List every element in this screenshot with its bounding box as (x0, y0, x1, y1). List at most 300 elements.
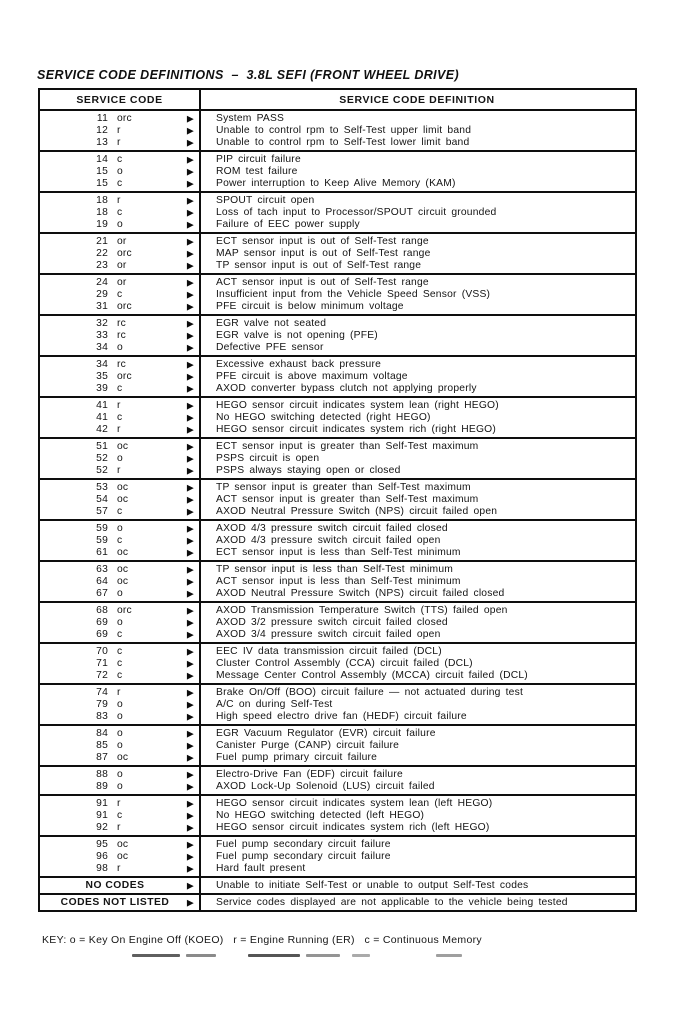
table-row (40, 535, 635, 547)
service-code-cell (40, 178, 201, 190)
table-row (40, 441, 635, 453)
service-code-mode: c (117, 657, 123, 669)
service-code-cell (40, 277, 201, 289)
code-group (40, 480, 635, 521)
service-code-number: 35 (96, 370, 108, 382)
service-code-cell (40, 728, 201, 740)
table-row (40, 617, 635, 629)
arrow-right-icon: ▶ (186, 821, 194, 832)
service-code-mode: orc (117, 112, 132, 124)
service-code-number: 19 (96, 218, 108, 230)
service-code-number: 63 (96, 563, 108, 575)
service-code-number: 54 (96, 493, 108, 505)
service-code-cell (40, 424, 201, 436)
service-code-cell (40, 453, 201, 465)
code-definition: AXOD Neutral Pressure Switch (NPS) circuit failed open (216, 505, 498, 517)
service-code-cell (40, 195, 201, 207)
table-row (40, 342, 635, 354)
table-row (40, 359, 635, 371)
service-code-number: 92 (96, 821, 108, 833)
arrow-right-icon: ▶ (186, 768, 194, 779)
table-row (40, 260, 635, 272)
table-row (40, 494, 635, 506)
service-code-mode: oc (117, 751, 129, 763)
table-row (40, 400, 635, 412)
service-code-cell (40, 482, 201, 494)
arrow-right-icon: ▶ (186, 153, 194, 164)
code-definition: MAP sensor input is out of Self-Test range (216, 247, 431, 259)
code-group (40, 685, 635, 726)
service-code-mode: r (117, 194, 121, 206)
arrow-right-icon: ▶ (186, 493, 194, 504)
service-code-cell (40, 822, 201, 834)
table-row (40, 113, 635, 125)
code-definition: No HEGO switching detected (right HEGO) (216, 411, 431, 423)
service-code-cell (40, 547, 201, 559)
service-code-mode: o (117, 341, 123, 353)
service-code-number: 91 (96, 809, 108, 821)
table-row (40, 897, 635, 909)
service-code-cell (40, 494, 201, 506)
table-row (40, 318, 635, 330)
code-definition: Service codes displayed are not applicable to the vehicle being tested (216, 896, 568, 908)
table-row (40, 863, 635, 875)
service-code-number: 15 (96, 165, 108, 177)
service-code-mode: or (117, 276, 127, 288)
table-row (40, 810, 635, 822)
service-code-mode: o (117, 218, 123, 230)
service-code-cell (40, 371, 201, 383)
service-code-cell (40, 236, 201, 248)
service-code-number: 67 (96, 587, 108, 599)
service-code-number: 68 (96, 604, 108, 616)
arrow-right-icon: ▶ (186, 481, 194, 492)
table-row (40, 699, 635, 711)
service-code-cell (40, 658, 201, 670)
service-code-mode: r (117, 399, 121, 411)
code-definition: Canister Purge (CANP) circuit failure (216, 739, 400, 751)
arrow-right-icon: ▶ (186, 247, 194, 258)
service-code-cell (40, 506, 201, 518)
service-code-mode: oc (117, 850, 129, 862)
service-code-cell (40, 752, 201, 764)
code-definition: Fuel pump secondary circuit failure (216, 850, 391, 862)
service-code-cell (40, 851, 201, 863)
service-code-number: 57 (96, 505, 108, 517)
code-definition: Hard fault present (216, 862, 306, 874)
service-code-mode: o (117, 616, 123, 628)
table-row (40, 658, 635, 670)
service-code-mode: r (117, 821, 121, 833)
code-definition: HEGO sensor circuit indicates system lean (left HEGO) (216, 797, 493, 809)
arrow-right-icon: ▶ (186, 259, 194, 270)
service-code-cell (40, 810, 201, 822)
service-code-number: 69 (96, 616, 108, 628)
service-code-cell (40, 260, 201, 272)
code-definition: AXOD 3/4 pressure switch circuit failed open (216, 628, 441, 640)
service-code-mode: rc (117, 317, 126, 329)
column-header-service-code: SERVICE CODE (76, 93, 163, 106)
code-definition: PIP circuit failure (216, 153, 301, 165)
service-code-mode: r (117, 862, 121, 874)
code-definition: Unable to initiate Self-Test or unable to output Self-Test codes (216, 879, 529, 891)
code-definition: AXOD 4/3 pressure switch circuit failed closed (216, 522, 448, 534)
arrow-right-icon: ▶ (186, 710, 194, 721)
code-definition: ACT sensor input is less than Self-Test minimum (216, 575, 461, 587)
code-group (40, 837, 635, 878)
service-code-mode: orc (117, 300, 132, 312)
service-code-mode: orc (117, 604, 132, 616)
arrow-right-icon: ▶ (186, 686, 194, 697)
arrow-right-icon: ▶ (186, 235, 194, 246)
code-definition: HEGO sensor circuit indicates system rich (right HEGO) (216, 423, 496, 435)
column-divider (199, 90, 201, 910)
code-definition: TP sensor input is less than Self-Test minimum (216, 563, 454, 575)
service-code-cell (40, 670, 201, 682)
service-code-number: 29 (96, 288, 108, 300)
service-code-number: 74 (96, 686, 108, 698)
code-definition: EGR Vacuum Regulator (EVR) circuit failure (216, 727, 436, 739)
table-row (40, 412, 635, 424)
service-code-mode: orc (117, 247, 132, 259)
table-row (40, 219, 635, 231)
code-definition: System PASS (216, 112, 285, 124)
table-body (40, 111, 635, 910)
service-code-mode: c (117, 669, 123, 681)
arrow-right-icon: ▶ (186, 546, 194, 557)
table-row (40, 248, 635, 260)
service-code-number: 33 (96, 329, 108, 341)
service-code-number: 42 (96, 423, 108, 435)
arrow-right-icon: ▶ (186, 563, 194, 574)
service-code-cell (40, 564, 201, 576)
service-code-cell (40, 289, 201, 301)
service-code-cell (40, 318, 201, 330)
arrow-right-icon: ▶ (186, 452, 194, 463)
service-code-number: 91 (96, 797, 108, 809)
code-definition: Excessive exhaust back pressure (216, 358, 382, 370)
arrow-right-icon: ▶ (186, 879, 194, 890)
arrow-right-icon: ▶ (186, 698, 194, 709)
code-definition: High speed electro drive fan (HEDF) circuit failure (216, 710, 467, 722)
arrow-right-icon: ▶ (186, 300, 194, 311)
service-code-number: 53 (96, 481, 108, 493)
code-group (40, 152, 635, 193)
service-code-label: CODES NOT LISTED (60, 896, 170, 908)
service-code-cell (40, 359, 201, 371)
service-code-number: 51 (96, 440, 108, 452)
service-code-number: 52 (96, 452, 108, 464)
code-definition: AXOD Transmission Temperature Switch (TTS) failed open (216, 604, 508, 616)
service-code-number: 41 (96, 399, 108, 411)
scan-artifact (0, 953, 682, 957)
code-definition: Cluster Control Assembly (CCA) circuit failed (DCL) (216, 657, 473, 669)
table-row (40, 822, 635, 834)
service-code-mode: c (117, 288, 123, 300)
table-row (40, 383, 635, 395)
service-code-cell (40, 699, 201, 711)
table-row (40, 646, 635, 658)
service-code-number: 32 (96, 317, 108, 329)
code-definition: EGR valve is not opening (PFE) (216, 329, 378, 341)
arrow-right-icon: ▶ (186, 838, 194, 849)
service-code-number: 31 (96, 300, 108, 312)
arrow-right-icon: ▶ (186, 862, 194, 873)
arrow-right-icon: ▶ (186, 896, 194, 907)
service-code-cell (40, 154, 201, 166)
table-row (40, 629, 635, 641)
arrow-right-icon: ▶ (186, 218, 194, 229)
service-code-cell (40, 113, 201, 125)
service-code-mode: oc (117, 575, 129, 587)
service-code-mode: o (117, 710, 123, 722)
code-definition: ECT sensor input is out of Self-Test range (216, 235, 429, 247)
service-code-cell (40, 629, 201, 641)
service-code-number: 14 (96, 153, 108, 165)
table-row (40, 125, 635, 137)
code-group (40, 562, 635, 603)
arrow-right-icon: ▶ (186, 317, 194, 328)
arrow-right-icon: ▶ (186, 112, 194, 123)
arrow-right-icon: ▶ (186, 534, 194, 545)
code-group (40, 767, 635, 796)
key-legend: KEY: o = Key On Engine Off (KOEO) r = Engine Running (ER) c = Continuous Memory (42, 934, 482, 946)
service-code-cell (40, 137, 201, 149)
table-row (40, 424, 635, 436)
service-code-cell (40, 207, 201, 219)
code-group (40, 878, 635, 895)
service-code-mode: or (117, 235, 127, 247)
service-code-number: 59 (96, 522, 108, 534)
service-code-number: 34 (96, 358, 108, 370)
code-definition: Insufficient input from the Vehicle Speed Sensor (VSS) (216, 288, 491, 300)
service-code-number: 52 (96, 464, 108, 476)
service-code-number: 21 (96, 235, 108, 247)
code-group (40, 644, 635, 685)
code-definition: Electro-Drive Fan (EDF) circuit failure (216, 768, 403, 780)
service-code-number: 13 (96, 136, 108, 148)
arrow-right-icon: ▶ (186, 669, 194, 680)
code-group (40, 357, 635, 398)
table-row (40, 752, 635, 764)
code-group (40, 193, 635, 234)
service-code-number: 18 (96, 194, 108, 206)
service-code-cell (40, 301, 201, 313)
code-definition: PSPS always staying open or closed (216, 464, 401, 476)
code-definition: Fuel pump primary circuit failure (216, 751, 378, 763)
table-row (40, 670, 635, 682)
code-group (40, 796, 635, 837)
service-code-number: 64 (96, 575, 108, 587)
arrow-right-icon: ▶ (186, 628, 194, 639)
code-definition: Loss of tach input to Processor/SPOUT circuit grounded (216, 206, 497, 218)
service-code-mode: o (117, 768, 123, 780)
arrow-right-icon: ▶ (186, 194, 194, 205)
arrow-right-icon: ▶ (186, 276, 194, 287)
service-code-cell (40, 711, 201, 723)
code-definition: AXOD Neutral Pressure Switch (NPS) circuit failed closed (216, 587, 505, 599)
table-row (40, 711, 635, 723)
table-row (40, 564, 635, 576)
service-code-cell (40, 839, 201, 851)
code-group (40, 603, 635, 644)
code-definition: Failure of EEC power supply (216, 218, 360, 230)
table-row (40, 798, 635, 810)
code-definition: PFE circuit is above maximum voltage (216, 370, 408, 382)
code-definition: ACT sensor input is greater than Self-Test maximum (216, 493, 479, 505)
table-row (40, 728, 635, 740)
code-definition: ECT sensor input is less than Self-Test minimum (216, 546, 461, 558)
service-code-cell (40, 588, 201, 600)
service-code-number: 71 (96, 657, 108, 669)
service-code-number: 95 (96, 838, 108, 850)
code-definition: HEGO sensor circuit indicates system lean (right HEGO) (216, 399, 499, 411)
arrow-right-icon: ▶ (186, 604, 194, 615)
table-row (40, 289, 635, 301)
code-group (40, 895, 635, 910)
service-code-cell (40, 897, 201, 909)
code-group (40, 111, 635, 152)
table-row (40, 371, 635, 383)
service-code-cell (40, 740, 201, 752)
table-row (40, 880, 635, 892)
code-definition: Defective PFE sensor (216, 341, 324, 353)
service-code-mode: c (117, 534, 123, 546)
table-row (40, 687, 635, 699)
arrow-right-icon: ▶ (186, 423, 194, 434)
table-row (40, 851, 635, 863)
table-row (40, 839, 635, 851)
service-code-mode: rc (117, 358, 126, 370)
arrow-right-icon: ▶ (186, 358, 194, 369)
service-code-number: 12 (96, 124, 108, 136)
arrow-right-icon: ▶ (186, 657, 194, 668)
service-code-mode: oc (117, 481, 129, 493)
service-code-cell (40, 412, 201, 424)
table-row (40, 137, 635, 149)
column-header-definition: SERVICE CODE DEFINITION (339, 93, 495, 106)
table-header-row (40, 90, 635, 111)
service-code-number: 24 (96, 276, 108, 288)
service-code-mode: oc (117, 493, 129, 505)
arrow-right-icon: ▶ (186, 399, 194, 410)
service-code-mode: rc (117, 329, 126, 341)
table-row (40, 605, 635, 617)
code-definition: ECT sensor input is greater than Self-Test maximum (216, 440, 479, 452)
code-group (40, 398, 635, 439)
arrow-right-icon: ▶ (186, 370, 194, 381)
service-code-number: 88 (96, 768, 108, 780)
service-code-number: 39 (96, 382, 108, 394)
service-code-cell (40, 605, 201, 617)
table-row (40, 178, 635, 190)
code-group (40, 234, 635, 275)
table-row (40, 277, 635, 289)
service-code-number: 89 (96, 780, 108, 792)
arrow-right-icon: ▶ (186, 727, 194, 738)
service-code-number: 69 (96, 628, 108, 640)
arrow-right-icon: ▶ (186, 464, 194, 475)
arrow-right-icon: ▶ (186, 616, 194, 627)
service-code-cell (40, 441, 201, 453)
arrow-right-icon: ▶ (186, 329, 194, 340)
table-row (40, 740, 635, 752)
code-definition: AXOD Lock-Up Solenoid (LUS) circuit failed (216, 780, 435, 792)
service-code-cell (40, 646, 201, 658)
table-row (40, 453, 635, 465)
code-definition: AXOD converter bypass clutch not applying properly (216, 382, 477, 394)
service-code-mode: or (117, 259, 127, 271)
code-group (40, 521, 635, 562)
table-row (40, 154, 635, 166)
code-definition: ROM test failure (216, 165, 298, 177)
service-code-number: 15 (96, 177, 108, 189)
table-row (40, 781, 635, 793)
service-code-number: 84 (96, 727, 108, 739)
arrow-right-icon: ▶ (186, 177, 194, 188)
service-code-cell (40, 576, 201, 588)
code-definition: Unable to control rpm to Self-Test upper limit band (216, 124, 472, 136)
arrow-right-icon: ▶ (186, 587, 194, 598)
arrow-right-icon: ▶ (186, 751, 194, 762)
service-code-number: 41 (96, 411, 108, 423)
arrow-right-icon: ▶ (186, 136, 194, 147)
code-definition: AXOD 4/3 pressure switch circuit failed open (216, 534, 441, 546)
arrow-right-icon: ▶ (186, 850, 194, 861)
service-code-cell (40, 781, 201, 793)
service-code-mode: c (117, 645, 123, 657)
arrow-right-icon: ▶ (186, 575, 194, 586)
service-code-number: 59 (96, 534, 108, 546)
code-definition: Power interruption to Keep Alive Memory (KAM) (216, 177, 456, 189)
code-definition: TP sensor input is greater than Self-Test maximum (216, 481, 471, 493)
code-definition: No HEGO switching detected (left HEGO) (216, 809, 425, 821)
service-code-mode: c (117, 382, 123, 394)
arrow-right-icon: ▶ (186, 645, 194, 656)
table-row (40, 330, 635, 342)
service-code-cell (40, 769, 201, 781)
service-code-cell (40, 687, 201, 699)
service-code-mode: c (117, 411, 123, 423)
table-row (40, 588, 635, 600)
arrow-right-icon: ▶ (186, 165, 194, 176)
table-row (40, 195, 635, 207)
arrow-right-icon: ▶ (186, 206, 194, 217)
service-code-cell (40, 342, 201, 354)
service-code-cell (40, 400, 201, 412)
service-code-mode: o (117, 522, 123, 534)
service-code-mode: c (117, 153, 123, 165)
table-row (40, 236, 635, 248)
service-code-mode: oc (117, 838, 129, 850)
arrow-right-icon: ▶ (186, 124, 194, 135)
code-group (40, 439, 635, 480)
service-code-mode: r (117, 686, 121, 698)
service-code-cell (40, 617, 201, 629)
arrow-right-icon: ▶ (186, 797, 194, 808)
service-code-mode: r (117, 423, 121, 435)
code-definition: Fuel pump secondary circuit failure (216, 838, 391, 850)
service-code-cell (40, 465, 201, 477)
service-code-mode: o (117, 727, 123, 739)
service-code-number: 98 (96, 862, 108, 874)
service-code-mode: oc (117, 440, 129, 452)
code-group (40, 316, 635, 357)
code-definition: Unable to control rpm to Self-Test lower limit band (216, 136, 470, 148)
service-code-cell (40, 798, 201, 810)
code-definition: AXOD 3/2 pressure switch circuit failed closed (216, 616, 448, 628)
table-row (40, 576, 635, 588)
